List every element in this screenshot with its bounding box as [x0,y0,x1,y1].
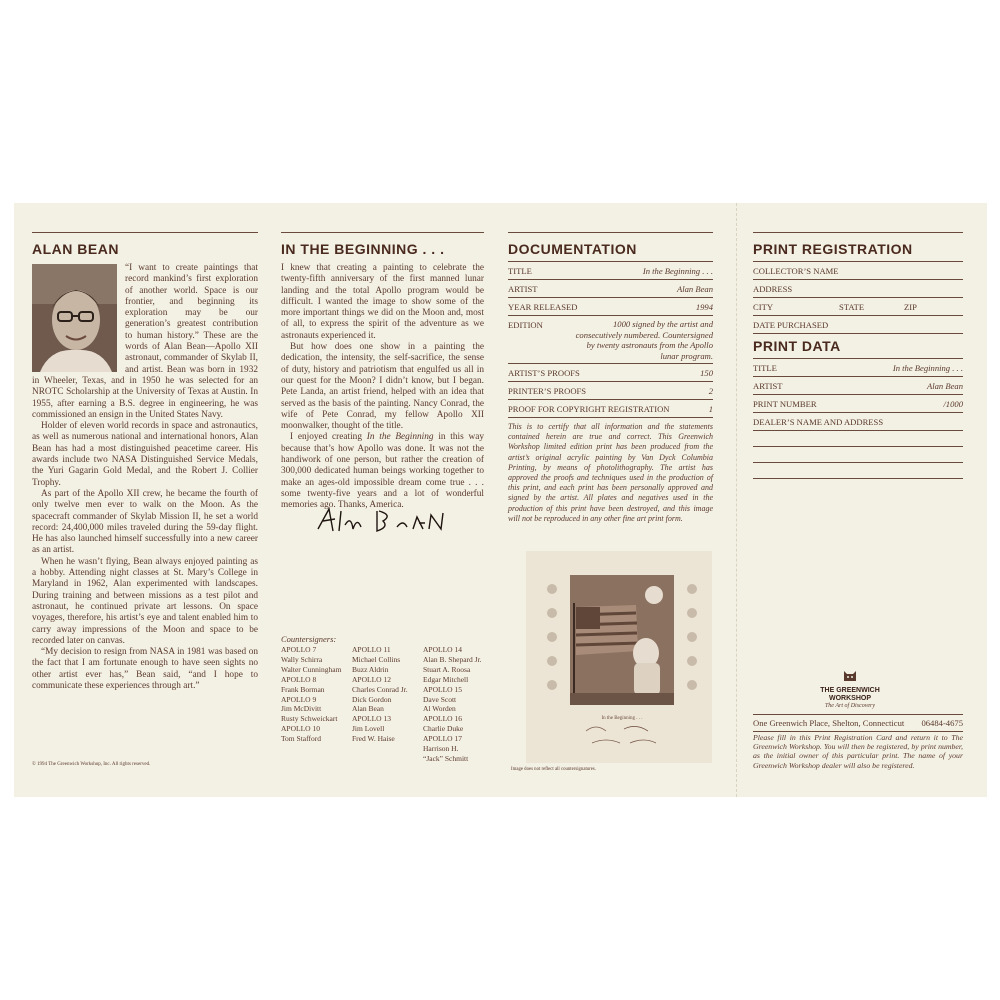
astronaut-name: Fred W. Haise [352,734,395,744]
documentation-value: 150 [700,368,713,378]
logo-line-1: THE GREENWICH [820,687,880,694]
astronaut-name: Buzz Aldrin [352,664,389,674]
certificate-text: This is to certify that all information and the statements contained herein are true and correct. This Greenwich Workshop limited edition print has been produced from the artist’s original acrylic painting by Van Dyck Columbia Printing, by means of photolithography. The artist has approved the proofs and techniques used in the production of this print, and each print has been personally approved and signed by the artist. All plates and negatives used in the production of this print have been destroyed, and this image will not be reproduced in any other fine art print form. [508,422,713,523]
mission-label: APOLLO 10 [281,724,320,734]
astronaut-name: Edgar Mitchell [423,674,469,684]
perforation-line [736,203,737,797]
documentation-label: ARTIST’S PROOFS [508,368,580,378]
dealer-field[interactable] [753,413,963,431]
mission-label: APOLLO 12 [352,674,391,684]
address-field[interactable] [753,280,963,298]
print-data-heading: PRINT DATA [753,334,963,359]
countersigners-label: Countersigners: [281,634,337,644]
documentation-row [508,364,713,382]
astronaut-name: Stuart A. Roosa [423,664,471,674]
documentation-row [508,382,713,400]
print-number-label: PRINT NUMBER [753,399,817,409]
documentation-label: ARTIST [508,284,538,294]
image-note: Image does not reflect all countersignatures. [511,767,596,772]
artist-value: Alan Bean [926,381,963,391]
print-thumbnail [526,551,712,763]
documentation-row [508,262,713,280]
copyright-note: © 1994 The Greenwich Workshop, Inc. All rights reserved. [32,762,151,767]
beginning-heading: IN THE BEGINNING . . . [281,232,484,257]
beginning-text-run: in this way because that’s how Apollo was done. It was not the handiwork of one person, but rather the creation of 300,000 dedicated human beings working together to make an ages-old impossible dream come true . . . some twenty-five years and a lot of wonderful memories ago. Thanks, America. [281,432,484,511]
dealer-line[interactable] [753,431,963,447]
documentation-label: PRINTER’S PROOFS [508,386,587,396]
astronaut-name: Walter Cunningham [281,664,342,674]
documentation-label: TITLE [508,266,532,276]
astronaut-name: Wally Schirra [281,654,323,664]
bio-paragraph: “My decision to resign from NASA in 1981 was based on the fact that I am fortunate enough to have seen sights no other artist ever has,” Bean said, “and I hope to communicate these experiences through art.” [32,647,258,691]
print-title-row [753,359,963,377]
documentation-table [508,262,713,418]
in-the-beginning-column [281,232,484,512]
documentation-value: 1994 [695,302,713,312]
print-number-value: /1000 [943,399,963,409]
bio-paragraph: When he wasn’t flying, Bean always enjoyed painting as a hobby. Attending night classes at St. Mary’s College in Maryland in 1962, Alan experimented with landscapes. During training and between missions as a test pilot and astronaut, he continued private art lessons. On space voyages, therefore, his artist’s eye and talent enabled him to carry away impressions of the Moon and space to be recorded later on canvas. [32,556,258,646]
bio-paragraph: “I want to create paintings that record mankind’s first exploration of another world. Space is our frontier, and beginning its exploration may be our generation’s greatest contribution to human history.” These are the words of Alan Bean—Apollo XII astronaut, commander of Skylab II, and artist. Bean was born in 1932 in Wheeler, Texas, and in 1950 he was selected for an NROTC Scholarship at the University of Texas at Austin. In 1955, after earning a B.S. degree in engineering, he was commissioned an ensign in the United States Navy. [32,263,258,420]
svg-text:In the Beginning . . .: In the Beginning . . . [601,716,643,721]
astronaut-name: Tom Stafford [281,734,321,744]
greenwich-workshop-logo [810,668,890,710]
documentation-heading: DOCUMENTATION [508,232,713,262]
mission-label: APOLLO 15 [423,684,462,694]
zip-label: ZIP [904,302,917,312]
astronaut-name: Alan Bean [352,704,384,714]
documentation-row [508,316,713,364]
astronaut-name: Dave Scott [423,694,457,704]
registration-instructions: Please fill in this Print Registration Card and return it to The Greenwich Workshop. You will then be registered, by print number, as the initial owner of this particular print. The name of your Greenwich Workshop dealer will also be registered. [753,733,963,770]
artist-label: ARTIST [753,381,783,391]
alan-bean-column [32,232,258,692]
astronaut-name: Charles Conrad Jr. [352,684,408,694]
astronaut-name: Michael Collins [352,654,401,664]
documentation-row [508,280,713,298]
documentation-label: YEAR RELEASED [508,302,578,312]
alan-bean-portrait [32,264,117,372]
beginning-paragraph [281,432,484,511]
date-purchased-field[interactable] [753,316,963,334]
countersigners-col-3 [423,645,503,764]
documentation-value: 1 [708,404,713,414]
print-number-field[interactable] [753,395,963,413]
date-purchased-label: DATE PURCHASED [753,320,829,330]
title-value: In the Beginning . . . [892,363,963,373]
alan-bean-signature [315,505,455,540]
alan-bean-heading: ALAN BEAN [32,232,258,257]
astronaut-name: Harrison H. [423,744,459,754]
collector-name-label: COLLECTOR’S NAME [753,266,839,276]
cat-emblem-icon [842,668,858,682]
painting-title: In the Beginning [366,432,434,443]
state-label: STATE [839,302,865,312]
city-label: CITY [753,302,774,312]
countersigners-col-1 [281,645,356,744]
documentation-value: 2 [708,386,713,396]
registration-heading: PRINT REGISTRATION [753,232,963,262]
zip-code: 06484-4675 [921,718,963,728]
dealer-label: DEALER’S NAME AND ADDRESS [753,417,884,427]
documentation-column [508,232,713,524]
company-address [753,714,963,732]
beginning-paragraph: I knew that creating a painting to celebrate the twenty-fifth anniversary of the first manned lunar landing and the total Apollo program would be difficult. I wanted the image to show some of the more important things we did on the Moon and, most of all, to express the spirit of the adventure as we astronauts experienced it. [281,263,484,341]
documentation-row [508,298,713,316]
documentation-label: EDITION [508,320,543,330]
mission-label: APOLLO 11 [352,645,391,654]
bio-paragraph: As part of the Apollo XII crew, he became the fourth of only twelve men ever to walk on the Moon. As the spacecraft commander of Skylab Mission II, he set a world record: 24,400,000 miles traveled during the 59-day flight. He has also launched himself successfully into a new career as an artist. [32,488,258,556]
astronaut-name: Charlie Duke [423,724,464,734]
beginning-text [281,263,484,512]
mission-label: APOLLO 14 [423,645,462,654]
alan-bean-bio [32,263,258,692]
logo-line-2: WORKSHOP [829,695,871,702]
astronaut-name: “Jack” Schmitt [423,753,469,763]
documentation-row [508,400,713,418]
logo-tagline: The Art of Discovery [824,703,876,709]
title-label: TITLE [753,363,777,373]
mission-label: APOLLO 16 [423,714,462,724]
astronaut-name: Jim Lovell [352,724,385,734]
print-artist-row [753,377,963,395]
mission-label: APOLLO 8 [281,674,317,684]
astronaut-name: Alan B. Shepard Jr. [423,654,482,664]
astronaut-name: Jim McDivitt [281,704,322,714]
astronaut-name: Al Worden [423,704,456,714]
mission-label: APOLLO 7 [281,645,317,654]
mission-label: APOLLO 13 [352,714,391,724]
city-state-zip-field[interactable] [753,298,963,316]
dealer-line[interactable] [753,463,963,479]
bio-paragraph: Holder of eleven world records in space and astronautics, as well as numerous national and international honors, Alan Bean has had a most distinguished peacetime career. His awards include two NASA Distinguished Service Medals, the Yuri Gagarin Gold Medal, and the Robert J. Collier Trophy. [32,421,258,488]
astronaut-name: Dick Gordon [352,694,392,704]
documentation-value: 1000 signed by the artist and consecutively numbered. Countersigned by twenty astronauts from the Apollo lunar program. [575,319,713,361]
mission-label: APOLLO 17 [423,734,462,744]
mission-label: APOLLO 9 [281,694,317,704]
collector-name-field[interactable] [753,262,963,280]
address-label: ADDRESS [753,284,793,294]
astronaut-name: Frank Borman [281,684,325,694]
dealer-line[interactable] [753,447,963,463]
documentation-value: In the Beginning . . . [642,266,713,276]
address-line: One Greenwich Place, Shelton, Connecticut [753,718,905,728]
documentation-value: Alan Bean [676,284,713,294]
documentation-label: PROOF FOR COPYRIGHT REGISTRATION [508,404,670,414]
countersigners-col-2 [352,645,427,744]
print-registration-column [753,232,963,479]
beginning-text-run: I enjoyed creating [290,432,367,443]
beginning-paragraph: But how does one show in a painting the dedication, the intensity, the self-sacrifice, the sense of duty, history and patriotism that engulfed us all in our quest for the Moon? I didn’t know, but I began. Pete Landa, an artist friend, helped with an idea that served as the basis of the painting. Nancy Conrad, the wife of Pete Conrad, my fellow Apollo XII moonwalker, thought of the title. [281,342,484,432]
astronaut-name: Rusty Schweickart [281,714,338,724]
